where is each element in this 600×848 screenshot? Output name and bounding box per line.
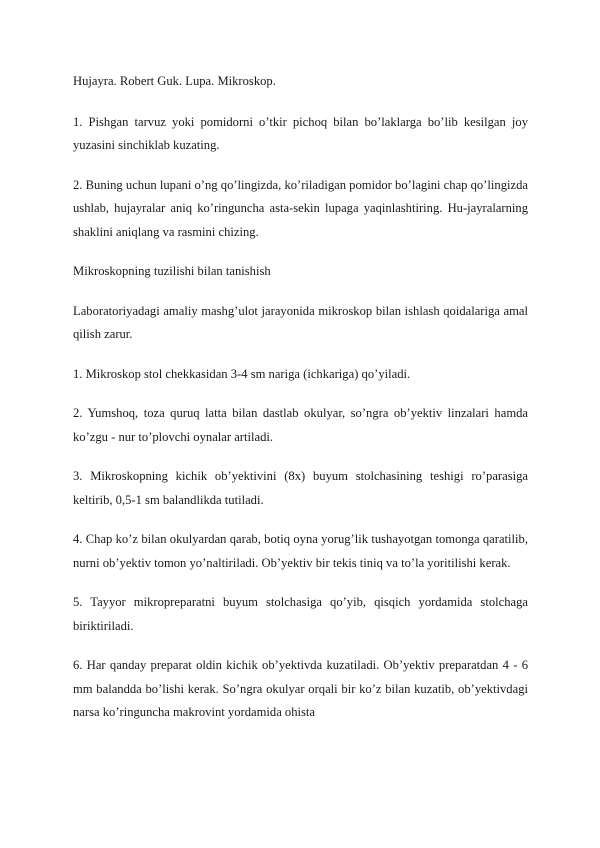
step-5: 5. Tayyor mikropreparatni buyum stolchasiga qo’yib, qisqich yordamida stolchaga biriktiriladi. bbox=[73, 595, 528, 633]
document-body bbox=[73, 70, 528, 741]
document-title: Hujayra. Robert Guk. Lupa. Mikroskop. bbox=[73, 74, 276, 88]
step-6: 6. Har qanday preparat oldin kichik ob’yektivda kuzatiladi. Ob’yektiv preparatdan 4 - 6 mm balandda bo’lishi kerak. So’ngra okulyar orqali bir ko’z bilan kuzatib, ob’yektivdagi narsa ko’ringuncha makrovint yordamida ohista bbox=[73, 658, 528, 719]
step-3: 3. Mikroskopning kichik ob’yektivini (8x) buyum stolchasining teshigi ro’parasiga keltirib, 0,5-1 sm balandlikda tutiladi. bbox=[73, 469, 528, 507]
section-title: Mikroskopning tuzilishi bilan tanishish bbox=[73, 264, 271, 278]
section-intro: Laboratoriyadagi amaliy mashg’ulot jarayonida mikroskop bilan ishlash qoidalariga amal qilish zarur. bbox=[73, 303, 528, 341]
step-4: 4. Chap ko’z bilan okulyardan qarab, botiq oyna yorug’lik tushayotgan tomonga qaratilib, nurni ob’yektiv tomon yo’naltiriladi. Ob’yektiv bir tekis tiniq va to’la yoritilishi kerak. bbox=[73, 532, 528, 570]
step-2: 2. Yumshoq, toza quruq latta bilan dastlab okulyar, so’ngra ob’yektiv linzalari hamda ko’zgu - nur to’plovchi oynalar artiladi. bbox=[73, 406, 528, 444]
step-1: 1. Mikroskop stol chekkasidan 3-4 sm nariga (ichkariga) qo’yiladi. bbox=[73, 366, 411, 381]
intro-paragraph-2: 2. Buning uchun lupani o’ng qo’lingizda, ko’riladigan pomidor bo’lagini chap qo’lingizda ushlab, hujayralar aniq ko’ringuncha asta-sekin lupaga yaqinlashtiring. Hu-jayralarning shaklini aniqlang va rasmini chizing. bbox=[73, 177, 528, 239]
intro-paragraph-1: 1. Pishgan tarvuz yoki pomidorni o’tkir pichoq bilan bo’laklarga bo’lib kesilgan joy yuzasini sinchiklab kuzating. bbox=[73, 114, 528, 152]
